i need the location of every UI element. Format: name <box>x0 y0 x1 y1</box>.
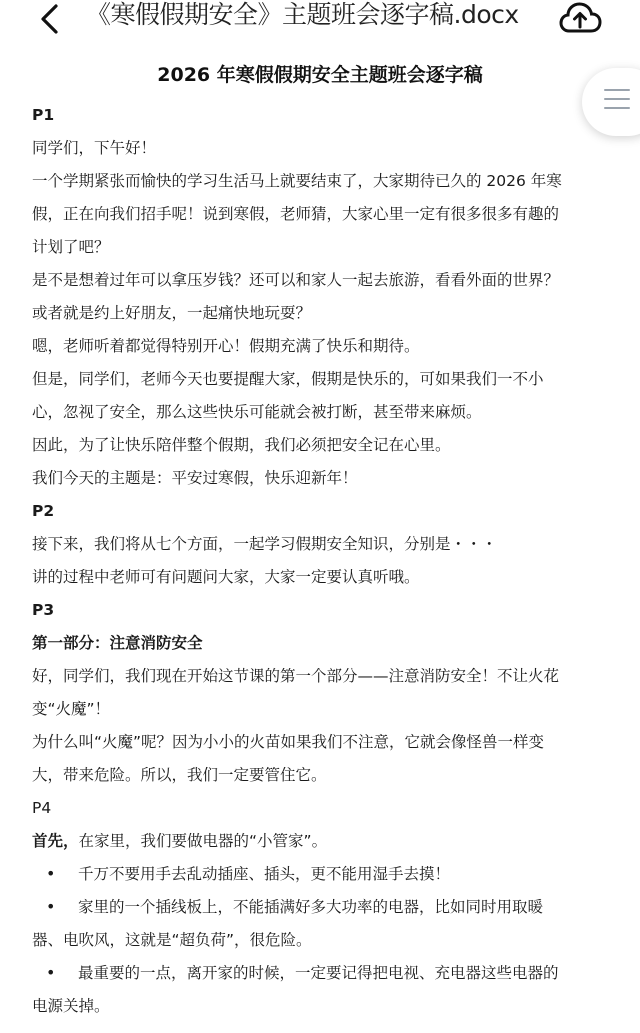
section-label-p2: P2 <box>32 502 55 520</box>
bullet-marker: • <box>46 897 56 916</box>
paragraph-line: 假，正在向我们招手呢！说到寒假，老师猜，大家心里一定有很多很多有趣的 <box>32 205 560 223</box>
paragraph-line: 好，同学们，我们现在开始这节课的第一个部分——注意消防安全！不让火花 <box>32 667 560 685</box>
paragraph-line: 为什么叫“火魔”呢？因为小小的火苗如果我们不注意，它就会像怪兽一样变 <box>32 733 545 751</box>
section-label-p3: P3 <box>32 601 55 619</box>
document-title: 2026 年寒假假期安全主题班会逐字稿 <box>157 64 483 86</box>
chevron-left-icon <box>34 2 68 36</box>
bullet-marker: • <box>46 864 56 883</box>
paragraph-line: 我们今天的主题是：平安过寒假，快乐迎新年！ <box>32 469 358 487</box>
intro-emphasis: 首先， <box>32 832 79 850</box>
bullet-item: 千万不要用手去乱动插座、插头，更不能用湿手去摸！ <box>78 865 451 883</box>
menu-lines-icon <box>604 89 630 115</box>
cloud-upload-button[interactable] <box>558 0 602 36</box>
intro-text: 在家里，我们要做电器的“小管家”。 <box>78 832 328 850</box>
paragraph-line: 因此，为了让快乐陪伴整个假期，我们必须把安全记在心里。 <box>32 436 451 454</box>
top-bar <box>0 0 640 38</box>
section-label-p4: P4 <box>32 799 52 817</box>
section-label-p1: P1 <box>32 106 55 124</box>
bullet-item-continued: 电源关掉。 <box>32 997 110 1015</box>
paragraph-line: 接下来，我们将从七个方面，一起学习假期安全知识，分别是・・・ <box>32 535 498 553</box>
back-button[interactable] <box>34 2 68 36</box>
cloud-upload-icon <box>558 0 602 36</box>
paragraph-line: 同学们，下午好！ <box>32 139 157 157</box>
paragraph-line: 变“火魔”！ <box>32 700 111 718</box>
file-title: 《寒假假期安全》主题班会逐字稿.docx <box>86 0 519 29</box>
paragraph-line: 或者就是约上好朋友，一起痛快地玩耍？ <box>32 304 312 322</box>
bullet-marker: • <box>46 963 56 982</box>
paragraph-line: 嗯，老师听着都觉得特别开心！假期充满了快乐和期待。 <box>32 337 420 355</box>
bullet-item-continued: 器、电吹风，这就是“超负荷”，很危险。 <box>32 931 312 949</box>
paragraph-line: 讲的过程中老师可有问题问大家，大家一定要认真听哦。 <box>32 568 420 586</box>
bullet-item: 最重要的一点，离开家的时候，一定要记得把电视、充电器这些电器的 <box>78 964 559 982</box>
paragraph-line: 但是，同学们，老师今天也要提醒大家，假期是快乐的，可如果我们一不小 <box>32 370 544 388</box>
paragraph-line: 一个学期紧张而愉快的学习生活马上就要结束了，大家期待已久的 2026 年寒 <box>32 172 562 190</box>
paragraph-line: 大，带来危险。所以，我们一定要管住它。 <box>32 766 327 784</box>
paragraph-line: 计划了吧？ <box>32 238 110 256</box>
bullet-item: 家里的一个插线板上，不能插满好多大功率的电器，比如同时用取暖 <box>78 898 544 916</box>
paragraph-line: 是不是想着过年可以拿压岁钱？还可以和家人一起去旅游，看看外面的世界？ <box>32 271 560 289</box>
paragraph-line: 心，忽视了安全，那么这些快乐可能就会被打断，甚至带来麻烦。 <box>32 403 482 421</box>
paragraph-line <box>32 830 612 852</box>
section-heading: 第一部分：注意消防安全 <box>32 634 203 652</box>
